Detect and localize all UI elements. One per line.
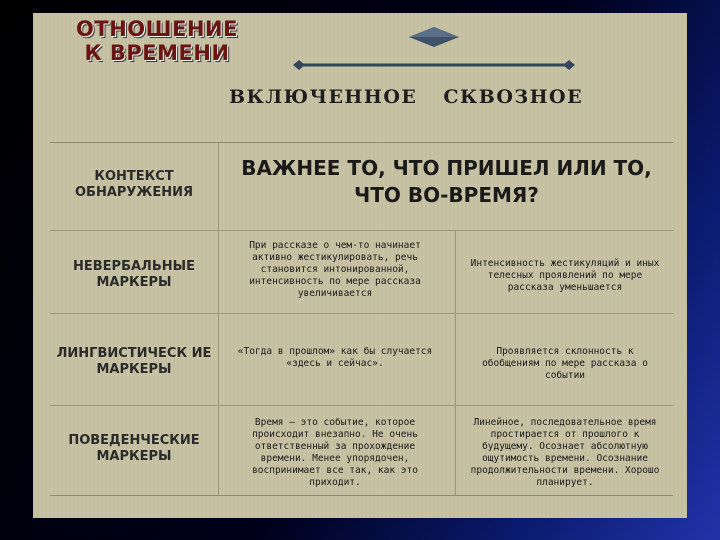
slide-title-line2: К ВРЕМЕНИ — [84, 41, 230, 65]
column-divider — [455, 231, 456, 495]
cell-nonverbal-through: Интенсивность жестикуляций и иных телесных проявлений по мере рассказа уменьшается — [470, 258, 660, 293]
slide-title-line1: ОТНОШЕНИЕ — [76, 17, 238, 41]
cell-linguistic-through: Проявляется склонность к обобщениям по мере рассказа о событии — [482, 346, 648, 381]
row-label-nonverbal: НЕВЕРБАЛЬНЫЕ МАРКЕРЫ — [73, 259, 195, 290]
row-label-linguistic: ЛИНГВИСТИЧЕСК ИЕ МАРКЕРЫ — [56, 346, 212, 377]
cell-behavioral-through: Линейное, последовательное время простирается от прошлого к будущему. Осознает абсолютную ощутимость времени. Осознание продолжительности времени. Хорошо планирует. — [470, 417, 660, 488]
markers-table — [50, 142, 673, 496]
row-divider — [50, 405, 673, 406]
cell-linguistic-included: «Тогда в прошлом» как бы случается «здесь и сейчас». — [237, 346, 433, 369]
slide-title — [57, 17, 257, 65]
cell-behavioral-included: Время – это событие, которое происходит внезапно. Не очень ответственный за прохождение времени. Менее упорядочен, воспринимает все так, как это приходит. — [252, 417, 418, 488]
row-label-behavioral: ПОВЕДЕНЧЕСКИЕ МАРКЕРЫ — [68, 433, 200, 464]
included-label: ВКЛЮЧЕННОЕ — [229, 86, 418, 108]
column-divider — [218, 143, 219, 495]
slide — [33, 13, 687, 518]
through-label: СКВОЗНОЕ — [443, 86, 584, 108]
header-label: КОНТЕКСТ ОБНАРУЖЕНИЯ — [74, 169, 193, 200]
axis-labels — [229, 86, 649, 108]
diamond-icon — [409, 26, 459, 48]
cell-nonverbal-included: При рассказе о чем-то начинает активно жестикулировать, речь становится интонированной, интенсивность по мере рассказа увеличивается — [249, 240, 421, 299]
row-divider — [50, 230, 673, 231]
timeline-arrow-icon — [293, 59, 575, 71]
row-divider — [50, 313, 673, 314]
header-question: ВАЖНЕЕ ТО, ЧТО ПРИШЕЛ ИЛИ ТО, ЧТО ВО-ВРЕМЯ? — [241, 156, 652, 207]
